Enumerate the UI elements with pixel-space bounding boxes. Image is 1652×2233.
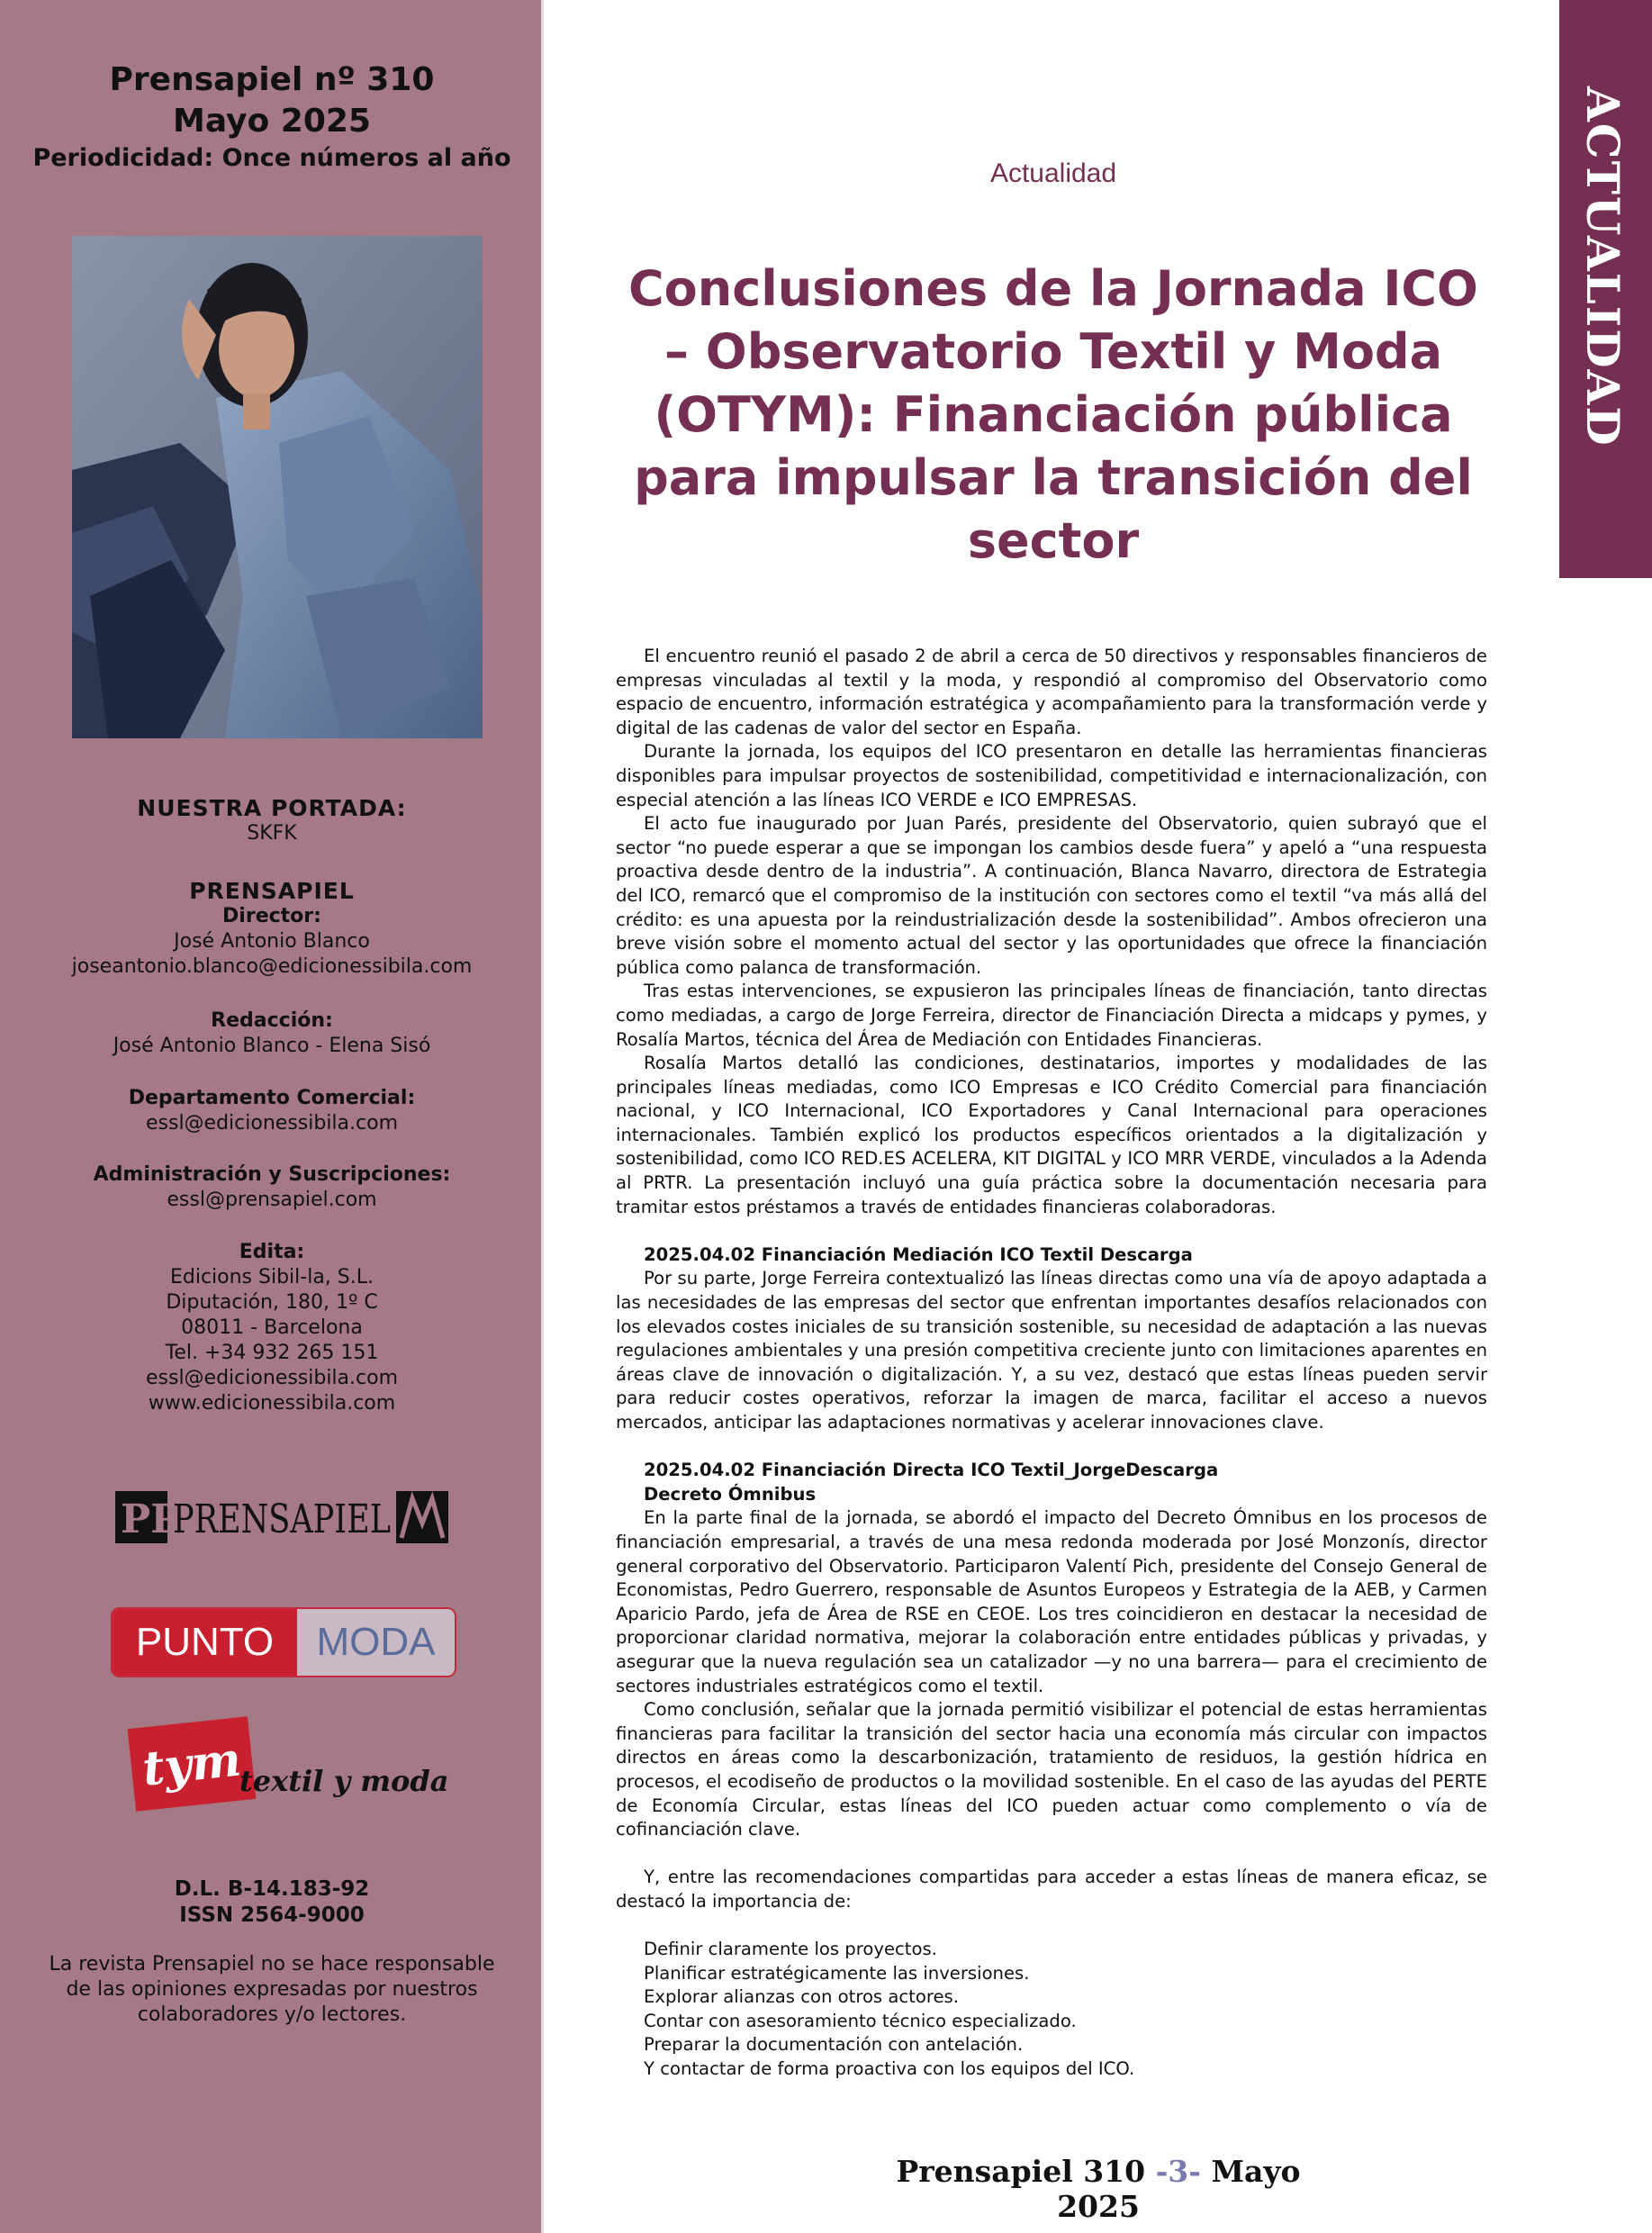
paragraph: Rosalía Martos detalló las condiciones, destinatarios, importes y modalidades de las principales líneas mediadas, como ICO Empresas e ICO Crédito Comercial para financiación nacional, y ICO Internacional, ICO Exportadores y Canal Internacional para operaciones internacionales. También explicó los productos específicos orientados a la digitalización y sostenibilidad, como ICO RED.ES ACELERA, KIT DIGITAL y ICO MRR VERDE, vinculados a la Adenda al PRTR. La presentación incluyó una guía práctica sobre la documentación necesaria para tramitar estos préstamos a través de entidades financieras colaboradoras. <box>616 1053 1487 1217</box>
prensapiel-logo <box>115 1486 448 1549</box>
section-tab-label: ACTUALIDAD <box>1576 86 1629 448</box>
prensapiel-monogram-right-icon <box>396 1491 448 1543</box>
comercial-label: Departamento Comercial: <box>128 1087 416 1109</box>
admin-email[interactable]: essl@prensapiel.com <box>167 1189 377 1211</box>
list-item: Definir claramente los proyectos. <box>644 1939 937 1960</box>
issue-number: Prensapiel nº 310 <box>109 61 435 98</box>
spacer <box>616 1435 1487 1460</box>
punto-moda-logo-punto: PUNTO <box>113 1609 297 1676</box>
page-footer <box>864 2154 1332 2224</box>
tym-logo-text: textil y moda <box>239 1764 449 1798</box>
staff-block <box>0 879 544 980</box>
director-label: Director: <box>222 905 321 927</box>
list-item: Explorar alianzas con otros actores. <box>644 1986 959 2008</box>
punto-moda-logo-moda: MODA <box>297 1609 455 1676</box>
edita-email[interactable]: essl@edicionessibila.com <box>145 1367 399 1389</box>
director-name: José Antonio Blanco <box>174 930 370 953</box>
article-title: Conclusiones de la Jornada ICO – Observatorio Textil y Moda (OTYM): Financiación pública para impulsar la transición del sector <box>628 260 1478 569</box>
punto-moda-logo <box>113 1609 455 1676</box>
publisher-heading: PRENSAPIEL <box>189 878 355 904</box>
cover-credit-block <box>0 796 544 846</box>
issue-periodicity: Periodicidad: Once números al año <box>32 144 511 172</box>
edita-label: Edita: <box>239 1241 305 1263</box>
subheading-decreto-omnibus: Decreto Ómnibus <box>644 1483 817 1505</box>
redaccion-label: Redacción: <box>211 1009 333 1032</box>
spacer <box>616 1842 1487 1867</box>
list-item: Y contactar de forma proactiva con los equipos del ICO. <box>644 2058 1135 2080</box>
paragraph: El acto fue inaugurado por Juan Parés, presidente del Observatorio, quien subrayó que el sector “no puede esperar a que se impongan los cambios desde fuera” y apeló a “una respuesta proactiva desde dentro de la industria”. A continuación, Blanca Navarro, directora de Estrategia del ICO, remarcó que el compromiso de la institución con sectores como el textil “va más allá del crédito: es una apuesta por la reindustrialización desde la sostenibilidad”. Ambos ofrecieron una breve visión sobre el momento actual del sector y las oportunidades que ofrece la financiación pública como palanca de transformación. <box>616 813 1487 978</box>
article-body <box>616 645 1487 2082</box>
paragraph: En la parte final de la jornada, se abordó el impacto del Decreto Ómnibus en los procesos de financiación empresarial, a través de una mesa redonda moderada por José Monzonís, director general corporativo del Observatorio. Participaron Valentí Pich, presidente del Consejo General de Economistas, Pedro Guerrero, responsable de Asuntos Europeos y Estrategia de la AEB, y Carmen Aparicio Pardo, jefa de Área de RSE en CEOE. Los tres coincidieron en destacar la necesidad de proporcionar claridad normativa, mejorar la colaboración entre entidades públicas y privadas, y asegurar que la nueva regulación sea un catalizador —y no una barrera— para el crecimiento de sectores industriales estratégicos como el textil. <box>616 1507 1487 1696</box>
disclaimer: La revista Prensapiel no se hace responsable de las opiniones expresadas por nuestros colaboradores y/o lectores. <box>49 1953 495 2026</box>
prensapiel-monogram-left-icon <box>115 1491 180 1543</box>
paragraph: Durante la jornada, los equipos del ICO presentaron en detalle las herramientas financieras disponibles para impulsar proyectos de sostenibilidad, competitividad e internacionalización, con especial atención a las líneas ICO VERDE e ICO EMPRESAS. <box>616 741 1487 810</box>
svg-text:PP: PP <box>121 1496 181 1542</box>
download-link-mediacion[interactable]: 2025.04.02 Financiación Mediación ICO Textil Descarga <box>644 1243 1193 1265</box>
redaccion-block <box>0 1008 544 1059</box>
issue-month: Mayo 2025 <box>173 103 371 140</box>
download-link-directa[interactable]: 2025.04.02 Financiación Directa ICO Textil_JorgeDescarga <box>644 1460 1219 1481</box>
cover-credit: SKFK <box>247 822 297 845</box>
cover-photo <box>72 236 483 738</box>
paragraph: Y, entre las recomendaciones compartidas para acceder a estas líneas de manera eficaz, se destacó la importancia de: <box>616 1867 1487 1912</box>
tym-logo <box>128 1717 452 1816</box>
sidebar <box>0 0 544 2233</box>
spacer <box>616 1219 1487 1243</box>
paragraph: Tras estas intervenciones, se expusieron las principales líneas de financiación, tanto directas como mediadas, a cargo de Jorge Ferreira, director de Financiación Directa a midcaps y pymes, y Rosalía Martos, técnica del Área de Mediación con Entidades Financieras. <box>616 981 1487 1050</box>
redaccion-names: José Antonio Blanco - Elena Sisó <box>113 1035 431 1057</box>
edita-city: 08011 - Barcelona <box>181 1316 363 1339</box>
paragraph: Como conclusión, señalar que la jornada permitió visibilizar el potencial de estas herramientas financieras para facilitar la transición del sector hacia una economía más circular con impactos directos en áreas como la descarbonización, tratamiento de residuos, la gestión hídrica en procesos, el ecodiseño de productos o la movilidad sostenible. En el caso de las ayudas del PERTE de Economía Circular, estas líneas del ICO pueden actuar como complemento o vía de cofinanciación clave. <box>616 1699 1487 1840</box>
list-item: Contar con asesoramiento técnico especializado. <box>644 2010 1077 2031</box>
prensapiel-logo-text: PRENSAPIEL <box>173 1496 391 1542</box>
section-label: Actualidad <box>989 158 1117 188</box>
list-item: Planificar estratégicamente las inversiones. <box>644 1962 1030 1984</box>
issue-header <box>0 59 544 175</box>
comercial-block <box>0 1086 544 1136</box>
footer-left: Prensapiel 310 <box>896 2154 1156 2189</box>
legal-block <box>0 1876 544 1929</box>
edita-phone: Tel. +34 932 265 151 <box>165 1342 379 1364</box>
cover-photo-illustration <box>72 236 483 738</box>
edita-block <box>0 1240 544 1416</box>
tym-logo-mark: tym <box>128 1716 257 1812</box>
section-tab-label-wrap <box>1576 86 1631 555</box>
paragraph: Por su parte, Jorge Ferreira contextualizó las líneas directas como una vía de apoyo adaptada a las necesidades de las empresas del sector que enfrentan importantes desafíos relacionados con los elevados costes iniciales de su transición sostenible, su necesidad de adaptación a las nuevas regulaciones ambientales y una presión competitiva creciente junto con limitaciones aparentes en áreas clave de innovación o digitalización. Y, a su vez, destacó que estas líneas pueden servir para reducir costes operativos, reforzar la imagen de marca, facilitar el acceso a nuevos mercados, anticipar las adaptaciones normativas y acelerar innovaciones clave. <box>616 1268 1488 1433</box>
spacer <box>616 1913 1487 1938</box>
legal-issn: ISSN 2564-9000 <box>179 1903 365 1927</box>
comercial-email[interactable]: essl@edicionessibila.com <box>145 1112 399 1135</box>
legal-dl: D.L. B-14.183-92 <box>174 1877 370 1901</box>
paragraph: El encuentro reunió el pasado 2 de abril a cerca de 50 directivos y responsables financieros de empresas vinculadas al textil y la moda, y respondió al compromiso del Observatorio como espacio de encuentro, información estratégica y acompañamiento para la transformación verde y digital de las cadenas de valor del sector en España. <box>616 646 1487 738</box>
admin-label: Administración y Suscripciones: <box>93 1163 451 1186</box>
page-number: -3- <box>1155 2154 1201 2189</box>
list-item: Preparar la documentación con antelación. <box>644 2034 1024 2056</box>
footer-right: Mayo 2025 <box>1057 2154 1301 2224</box>
admin-block <box>0 1162 544 1213</box>
director-email[interactable]: joseantonio.blanco@edicionessibila.com <box>71 955 473 978</box>
edita-address: Diputación, 180, 1º C <box>166 1291 378 1314</box>
edita-web[interactable]: www.edicionessibila.com <box>148 1392 396 1415</box>
edita-company: Edicions Sibil-la, S.L. <box>169 1266 375 1288</box>
recommendations-list <box>616 1938 1487 2082</box>
cover-heading: NUESTRA PORTADA: <box>137 795 407 821</box>
